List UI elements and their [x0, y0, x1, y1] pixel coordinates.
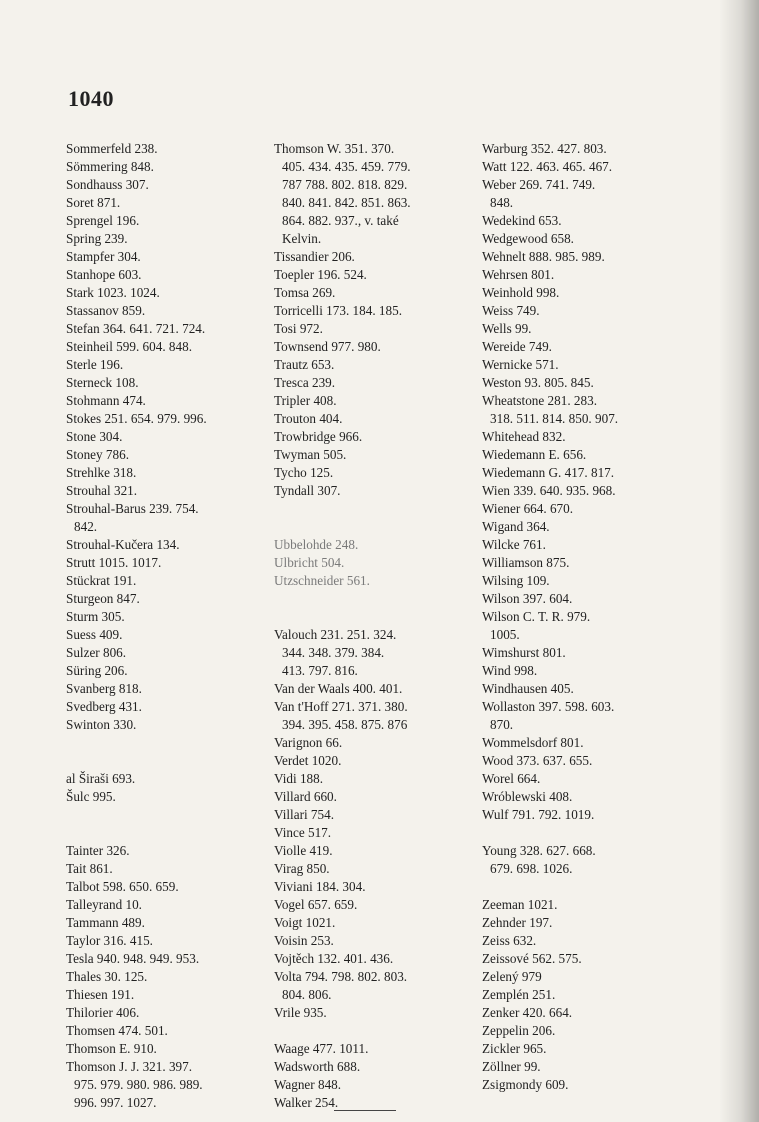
index-entry: Volta 794. 798. 802. 803.: [274, 969, 408, 984]
index-entry-continuation: Kelvin.: [282, 231, 322, 246]
index-entry: Vojtěch 132. 401. 436.: [274, 951, 394, 966]
index-entry: Thomson W. 351. 370.: [274, 141, 395, 156]
index-entry: Varignon 66.: [274, 735, 343, 750]
index-entry-continuation: 840. 841. 842. 851. 863.: [282, 195, 411, 210]
index-entry-continuation: 804. 806.: [282, 987, 332, 1002]
index-entry: Van t'Hoff 271. 371. 380.: [274, 699, 408, 714]
index-entry-continuation: 864. 882. 937., v. také: [282, 213, 399, 228]
index-entry: Tait 861.: [66, 861, 113, 876]
index-entry: Vogel 657. 659.: [274, 897, 358, 912]
index-entry: Talbot 598. 650. 659.: [66, 879, 179, 894]
index-entry: Thomson E. 910.: [66, 1041, 157, 1056]
index-entry: Stone 304.: [66, 429, 123, 444]
index-entry: Stanhope 603.: [66, 267, 142, 282]
index-entry: Voigt 1021.: [274, 915, 336, 930]
index-entry: Spring 239.: [66, 231, 128, 246]
index-entry: Steinheil 599. 604. 848.: [66, 339, 193, 354]
index-entry-continuation: 787 788. 802. 818. 829.: [282, 177, 408, 192]
index-entry: Stoney 786.: [66, 447, 130, 462]
index-entry-continuation: 344. 348. 379. 384.: [282, 645, 385, 660]
page-number: 1040: [68, 86, 114, 111]
index-entry: Svanberg 818.: [66, 681, 142, 696]
index-entry: Verdet 1020.: [274, 753, 342, 768]
index-entry: Tomsa 269.: [274, 285, 336, 300]
index-entry: Utzschneider 561.: [274, 573, 370, 588]
index-entry-continuation: 679. 698. 1026.: [490, 861, 573, 876]
index-entry: Young 328. 627. 668.: [482, 843, 596, 858]
index-entry: Sterneck 108.: [66, 375, 139, 390]
index-entry: Wehrsen 801.: [482, 267, 555, 282]
index-entry: Vrile 935.: [274, 1005, 327, 1020]
index-entry-continuation: 842.: [74, 519, 98, 534]
index-entry: Tyndall 307.: [274, 483, 341, 498]
index-entry: Thilorier 406.: [66, 1005, 140, 1020]
index-entry: Windhausen 405.: [482, 681, 574, 696]
index-entry: Zehnder 197.: [482, 915, 553, 930]
index-entry: Thales 30. 125.: [66, 969, 148, 984]
index-entry: Strehlke 318.: [66, 465, 137, 480]
index-entry: Zelený 979: [482, 969, 542, 984]
index-entry: Stampfer 304.: [66, 249, 141, 264]
index-entry: Trouton 404.: [274, 411, 343, 426]
index-entry-continuation: 975. 979. 980. 986. 989.: [74, 1077, 203, 1092]
index-entry: Stassanov 859.: [66, 303, 146, 318]
index-entry: Wedekind 653.: [482, 213, 562, 228]
index-entry: Trowbridge 966.: [274, 429, 363, 444]
index-entry: Toepler 196. 524.: [274, 267, 367, 282]
index-entry: Whitehead 832.: [482, 429, 566, 444]
index-entry: Wimshurst 801.: [482, 645, 566, 660]
index-entry: Strouhal-Kučera 134.: [66, 537, 180, 552]
index-entry: Wedgewood 658.: [482, 231, 574, 246]
index-entry: Ubbelohde 248.: [274, 537, 359, 552]
index-entry: Wiedemann E. 656.: [482, 447, 587, 462]
index-entry: Sömmering 848.: [66, 159, 154, 174]
index-entry: Sommerfeld 238.: [66, 141, 158, 156]
index-entry: Thomsen 474. 501.: [66, 1023, 168, 1038]
index-entry: al Širaši 693.: [66, 771, 136, 786]
index-entry: Wells 99.: [482, 321, 532, 336]
index-entry: Wehnelt 888. 985. 989.: [482, 249, 605, 264]
index-entry: Zickler 965.: [482, 1041, 547, 1056]
index-entry: Sulzer 806.: [66, 645, 127, 660]
index-entry: Villari 754.: [274, 807, 335, 822]
index-entry: Wien 339. 640. 935. 968.: [482, 483, 616, 498]
index-entry: Stokes 251. 654. 979. 996.: [66, 411, 207, 426]
index-entry: Virag 850.: [274, 861, 330, 876]
index-entry: Wommelsdorf 801.: [482, 735, 584, 750]
index-entry-continuation: 996. 997. 1027.: [74, 1095, 157, 1110]
index-entry: Tissandier 206.: [274, 249, 355, 264]
index-entry: Vince 517.: [274, 825, 332, 840]
index-entry-continuation: 870.: [490, 717, 514, 732]
index-entry: Stückrat 191.: [66, 573, 137, 588]
index-entry: Sturm 305.: [66, 609, 125, 624]
index-entry-continuation: 318. 511. 814. 850. 907.: [490, 411, 619, 426]
index-entry: Zenker 420. 664.: [482, 1005, 573, 1020]
index-entry-continuation: 413. 797. 816.: [282, 663, 358, 678]
index-entry: Williamson 875.: [482, 555, 570, 570]
index-entry: Voisin 253.: [274, 933, 334, 948]
index-entry: Watt 122. 463. 465. 467.: [482, 159, 613, 174]
index-entry: Waage 477. 1011.: [274, 1041, 369, 1056]
index-entry: Zöllner 99.: [482, 1059, 541, 1074]
index-entry: Thomson J. J. 321. 397.: [66, 1059, 193, 1074]
index-entry: Tainter 326.: [66, 843, 130, 858]
index-entry: Wagner 848.: [274, 1077, 342, 1092]
index-entry: Vidi 188.: [274, 771, 324, 786]
index-entry: Townsend 977. 980.: [274, 339, 381, 354]
index-entry: Valouch 231. 251. 324.: [274, 627, 397, 642]
index-entry: Zsigmondy 609.: [482, 1077, 569, 1092]
index-entry: Wereide 749.: [482, 339, 552, 354]
index-entry: Tesla 940. 948. 949. 953.: [66, 951, 200, 966]
index-column-1: [66, 140, 266, 1112]
index-entry: Swinton 330.: [66, 717, 137, 732]
index-entry: Taylor 316. 415.: [66, 933, 153, 948]
index-entry: Svedberg 431.: [66, 699, 142, 714]
index-entry: Twyman 505.: [274, 447, 347, 462]
index-entry: Walker 254.: [274, 1095, 339, 1110]
index-entry: Wood 373. 637. 655.: [482, 753, 593, 768]
index-entry: Tammann 489.: [66, 915, 145, 930]
index-entry: Viviani 184. 304.: [274, 879, 366, 894]
index-entry: Stohmann 474.: [66, 393, 146, 408]
index-entry: Wernicke 571.: [482, 357, 559, 372]
index-entry-continuation: 1005.: [490, 627, 520, 642]
index-entry: Strouhal-Barus 239. 754.: [66, 501, 199, 516]
index-entry: Warburg 352. 427. 803.: [482, 141, 607, 156]
index-entry: Suess 409.: [66, 627, 123, 642]
index-entry: Süring 206.: [66, 663, 128, 678]
index-entry: Violle 419.: [274, 843, 333, 858]
index-entry: Wróblewski 408.: [482, 789, 573, 804]
index-entry: Trautz 653.: [274, 357, 335, 372]
index-entry: Wilsing 109.: [482, 573, 550, 588]
index-entry: Sprengel 196.: [66, 213, 140, 228]
index-entry: Soret 871.: [66, 195, 121, 210]
index-entry: Zeppelin 206.: [482, 1023, 556, 1038]
index-entry: Sturgeon 847.: [66, 591, 140, 606]
footer-rule: [334, 1110, 396, 1111]
index-entry: Villard 660.: [274, 789, 337, 804]
index-entry-continuation: 394. 395. 458. 875. 876: [282, 717, 408, 732]
index-entry: Van der Waals 400. 401.: [274, 681, 403, 696]
index-entry: Sondhauss 307.: [66, 177, 149, 192]
index-entry: Stark 1023. 1024.: [66, 285, 160, 300]
index-entry: Tosi 972.: [274, 321, 323, 336]
index-entry: Strutt 1015. 1017.: [66, 555, 162, 570]
index-entry: Wilson 397. 604.: [482, 591, 573, 606]
index-column-3: [482, 140, 692, 1094]
index-entry: Tycho 125.: [274, 465, 334, 480]
index-entry-continuation: 848.: [490, 195, 514, 210]
index-entry: Torricelli 173. 184. 185.: [274, 303, 402, 318]
index-entry: Tresca 239.: [274, 375, 336, 390]
index-entry: Worel 664.: [482, 771, 541, 786]
index-entry: Strouhal 321.: [66, 483, 138, 498]
index-entry: Wulf 791. 792. 1019.: [482, 807, 595, 822]
index-entry: Sterle 196.: [66, 357, 124, 372]
index-entry: Wiener 664. 670.: [482, 501, 574, 516]
index-entry: Weston 93. 805. 845.: [482, 375, 594, 390]
index-entry: Wiedemann G. 417. 817.: [482, 465, 615, 480]
index-entry: Zeeman 1021.: [482, 897, 558, 912]
index-entry: Weinhold 998.: [482, 285, 560, 300]
index-entry: Wind 998.: [482, 663, 538, 678]
index-column-2: [274, 140, 480, 1112]
index-entry: Wollaston 397. 598. 603.: [482, 699, 615, 714]
index-entry: Wadsworth 688.: [274, 1059, 361, 1074]
index-entry: Tripler 408.: [274, 393, 337, 408]
index-entry: Wheatstone 281. 283.: [482, 393, 597, 408]
index-entry: Zeissové 562. 575.: [482, 951, 582, 966]
index-entry: Talleyrand 10.: [66, 897, 142, 912]
index-entry: Wilcke 761.: [482, 537, 546, 552]
index-entry: Ulbricht 504.: [274, 555, 345, 570]
index-entry: Thiesen 191.: [66, 987, 135, 1002]
index-entry: Šulc 995.: [66, 789, 116, 804]
index-entry: Wilson C. T. R. 979.: [482, 609, 591, 624]
index-entry: Weber 269. 741. 749.: [482, 177, 596, 192]
index-entry: Wigand 364.: [482, 519, 550, 534]
index-entry: Zeiss 632.: [482, 933, 537, 948]
index-entry: Zemplén 251.: [482, 987, 556, 1002]
index-entry-continuation: 405. 434. 435. 459. 779.: [282, 159, 411, 174]
index-entry: Stefan 364. 641. 721. 724.: [66, 321, 206, 336]
page-edge-shadow: [719, 0, 759, 1122]
index-entry: Weiss 749.: [482, 303, 540, 318]
